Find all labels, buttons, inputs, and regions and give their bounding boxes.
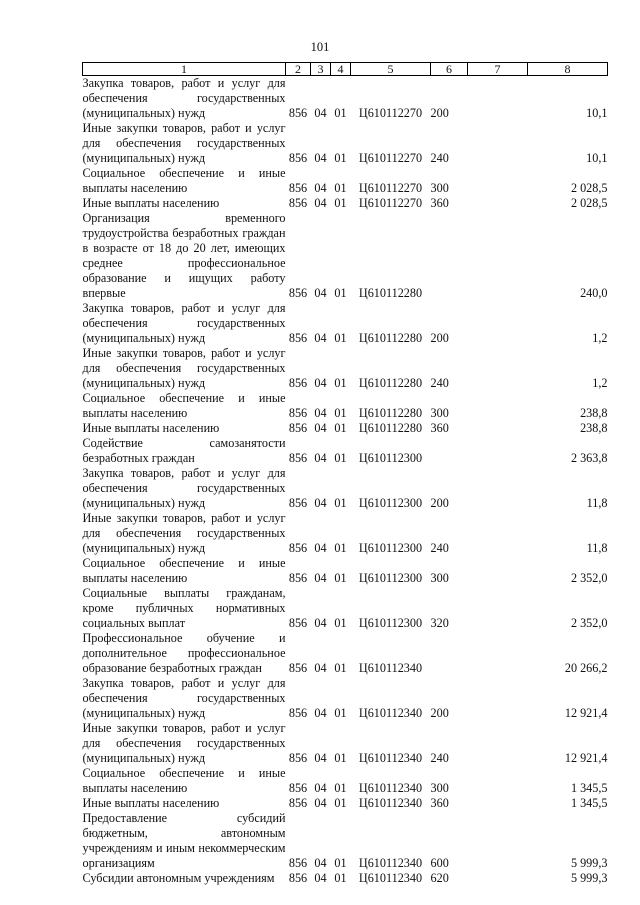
amount-cell: 12 921,4 bbox=[564, 751, 608, 765]
admin-code-cell: 856 bbox=[288, 451, 308, 465]
column-header-5: 5 bbox=[351, 63, 431, 76]
column-7-cell bbox=[468, 211, 528, 301]
expense-type-cell: 360 bbox=[430, 421, 449, 435]
column-header-7: 7 bbox=[468, 63, 528, 76]
admin-code-cell: 856 bbox=[288, 661, 308, 675]
column-7-cell bbox=[468, 511, 528, 556]
section-cell: 04 bbox=[314, 106, 327, 120]
subsection-cell: 01 bbox=[334, 751, 347, 765]
section-cell: 04 bbox=[314, 331, 327, 345]
amount-cell: 5 999,3 bbox=[570, 856, 608, 870]
table-row bbox=[83, 811, 608, 871]
column-7-cell bbox=[468, 196, 528, 211]
table-row bbox=[83, 76, 608, 122]
amount-cell: 238,8 bbox=[580, 421, 608, 435]
column-header-6: 6 bbox=[431, 63, 468, 76]
target-article-cell: Ц610112270 bbox=[358, 151, 423, 165]
target-article-cell: Ц610112300 bbox=[358, 616, 423, 630]
target-article-cell: Ц610112340 bbox=[358, 796, 423, 810]
row-name-cell: Иные выплаты населению bbox=[82, 796, 220, 810]
section-cell: 04 bbox=[314, 616, 327, 630]
amount-cell: 5 999,3 bbox=[570, 871, 608, 885]
table-row bbox=[83, 766, 608, 796]
subsection-cell: 01 bbox=[334, 376, 347, 390]
admin-code-cell: 856 bbox=[288, 871, 308, 885]
admin-code-cell: 856 bbox=[288, 571, 308, 585]
admin-code-cell: 856 bbox=[288, 286, 308, 300]
subsection-cell: 01 bbox=[334, 781, 347, 795]
target-article-cell: Ц610112340 bbox=[358, 751, 423, 765]
section-cell: 04 bbox=[314, 751, 327, 765]
column-7-cell bbox=[468, 676, 528, 721]
expense-type-cell: 320 bbox=[430, 616, 449, 630]
column-header-3: 3 bbox=[311, 63, 331, 76]
table-row bbox=[83, 346, 608, 391]
subsection-cell: 01 bbox=[334, 616, 347, 630]
row-name-cell: Иные выплаты населению bbox=[82, 421, 220, 435]
target-article-cell: Ц610112340 bbox=[358, 661, 423, 675]
target-article-cell: Ц610112300 bbox=[358, 451, 423, 465]
column-7-cell bbox=[468, 721, 528, 766]
amount-cell: 1 345,5 bbox=[570, 796, 608, 810]
subsection-cell: 01 bbox=[334, 151, 347, 165]
admin-code-cell: 856 bbox=[288, 151, 308, 165]
expense-type-cell: 240 bbox=[430, 151, 449, 165]
subsection-cell: 01 bbox=[334, 406, 347, 420]
amount-cell: 10,1 bbox=[586, 151, 608, 165]
section-cell: 04 bbox=[314, 451, 327, 465]
row-name-cell: Иные закупки товаров, работ и услуг для обеспечения государственных (муниципальных) нужд bbox=[82, 346, 286, 390]
target-article-cell: Ц610112300 bbox=[358, 496, 423, 510]
expense-type-cell: 620 bbox=[430, 871, 449, 885]
row-name-cell: Закупка товаров, работ и услуг для обеспечения государственных (муниципальных) нужд bbox=[82, 676, 286, 720]
expense-type-cell: 200 bbox=[430, 331, 449, 345]
subsection-cell: 01 bbox=[334, 856, 347, 870]
subsection-cell: 01 bbox=[334, 181, 347, 195]
expense-type-cell: 200 bbox=[430, 106, 449, 120]
table-row bbox=[83, 436, 608, 466]
expense-type-cell: 240 bbox=[430, 541, 449, 555]
column-7-cell bbox=[468, 586, 528, 631]
table-row bbox=[83, 121, 608, 166]
table-row bbox=[83, 721, 608, 766]
target-article-cell: Ц610112340 bbox=[358, 706, 423, 720]
column-7-cell bbox=[468, 871, 528, 886]
section-cell: 04 bbox=[314, 781, 327, 795]
target-article-cell: Ц610112280 bbox=[358, 331, 423, 345]
column-7-cell bbox=[468, 766, 528, 796]
expense-type-cell: 300 bbox=[430, 406, 449, 420]
section-cell: 04 bbox=[314, 541, 327, 555]
amount-cell: 1,2 bbox=[592, 331, 608, 345]
column-header-2: 2 bbox=[286, 63, 311, 76]
amount-cell: 2 352,0 bbox=[570, 571, 608, 585]
target-article-cell: Ц610112300 bbox=[358, 541, 423, 555]
column-7-cell bbox=[468, 631, 528, 676]
admin-code-cell: 856 bbox=[288, 331, 308, 345]
budget-table bbox=[82, 62, 608, 886]
admin-code-cell: 856 bbox=[288, 406, 308, 420]
amount-cell: 20 266,2 bbox=[564, 661, 608, 675]
subsection-cell: 01 bbox=[334, 451, 347, 465]
table-row bbox=[83, 421, 608, 436]
expense-type-cell: 240 bbox=[430, 376, 449, 390]
expense-type-cell bbox=[431, 631, 468, 676]
target-article-cell: Ц610112280 bbox=[358, 421, 423, 435]
table-row bbox=[83, 796, 608, 811]
subsection-cell: 01 bbox=[334, 541, 347, 555]
section-cell: 04 bbox=[314, 571, 327, 585]
row-name-cell: Социальное обеспечение и иные выплаты населению bbox=[82, 391, 286, 420]
admin-code-cell: 856 bbox=[288, 541, 308, 555]
subsection-cell: 01 bbox=[334, 871, 347, 885]
section-cell: 04 bbox=[314, 661, 327, 675]
column-7-cell bbox=[468, 811, 528, 871]
row-name-cell: Закупка товаров, работ и услуг для обеспечения государственных (муниципальных) нужд bbox=[82, 466, 286, 510]
table-row bbox=[83, 466, 608, 511]
table-row bbox=[83, 676, 608, 721]
expense-type-cell: 300 bbox=[430, 781, 449, 795]
admin-code-cell: 856 bbox=[288, 706, 308, 720]
subsection-cell: 01 bbox=[334, 706, 347, 720]
column-7-cell bbox=[468, 166, 528, 196]
expense-type-cell: 600 bbox=[430, 856, 449, 870]
target-article-cell: Ц610112270 bbox=[358, 181, 423, 195]
admin-code-cell: 856 bbox=[288, 196, 308, 210]
amount-cell: 2 028,5 bbox=[570, 181, 608, 195]
column-7-cell bbox=[468, 466, 528, 511]
amount-cell: 10,1 bbox=[586, 106, 608, 120]
target-article-cell: Ц610112280 bbox=[358, 406, 423, 420]
row-name-cell: Иные закупки товаров, работ и услуг для обеспечения государственных (муниципальных) нужд bbox=[82, 511, 286, 555]
amount-cell: 2 352,0 bbox=[570, 616, 608, 630]
row-name-cell: Иные выплаты населению bbox=[82, 196, 220, 210]
amount-cell: 11,8 bbox=[586, 496, 608, 510]
page-number: 101 bbox=[310, 40, 330, 54]
table-row bbox=[83, 211, 608, 301]
amount-cell: 12 921,4 bbox=[564, 706, 608, 720]
column-header-8: 8 bbox=[528, 63, 608, 76]
admin-code-cell: 856 bbox=[288, 616, 308, 630]
row-name-cell: Социальное обеспечение и иные выплаты населению bbox=[82, 556, 286, 585]
column-7-cell bbox=[468, 121, 528, 166]
column-7-cell bbox=[468, 556, 528, 586]
subsection-cell: 01 bbox=[334, 421, 347, 435]
section-cell: 04 bbox=[314, 286, 327, 300]
amount-cell: 2 028,5 bbox=[570, 196, 608, 210]
subsection-cell: 01 bbox=[334, 661, 347, 675]
subsection-cell: 01 bbox=[334, 331, 347, 345]
row-name-cell: Закупка товаров, работ и услуг для обеспечения государственных (муниципальных) нужд bbox=[82, 76, 286, 120]
target-article-cell: Ц610112280 bbox=[358, 376, 423, 390]
table-row bbox=[83, 196, 608, 211]
admin-code-cell: 856 bbox=[288, 496, 308, 510]
row-name-cell: Иные закупки товаров, работ и услуг для обеспечения государственных (муниципальных) нужд bbox=[82, 721, 286, 765]
target-article-cell: Ц610112280 bbox=[358, 286, 423, 300]
amount-cell: 1,2 bbox=[592, 376, 608, 390]
table-header-row bbox=[83, 63, 608, 76]
target-article-cell: Ц610112300 bbox=[358, 571, 423, 585]
column-header-4: 4 bbox=[331, 63, 351, 76]
expense-type-cell: 240 bbox=[430, 751, 449, 765]
subsection-cell: 01 bbox=[334, 196, 347, 210]
table-row bbox=[83, 631, 608, 676]
table-row bbox=[83, 871, 608, 886]
table-row bbox=[83, 391, 608, 421]
admin-code-cell: 856 bbox=[288, 751, 308, 765]
row-name-cell: Субсидии автономным учреждениям bbox=[82, 871, 275, 885]
row-name-cell: Социальное обеспечение и иные выплаты населению bbox=[82, 766, 286, 795]
table-body bbox=[83, 76, 608, 887]
subsection-cell: 01 bbox=[334, 571, 347, 585]
row-name-cell: Организация временного трудоустройства безработных граждан в возрасте от 18 до 20 лет, имеющих среднее профессиональное образование и ищущих работу впервые bbox=[82, 211, 286, 300]
row-name-cell: Профессиональное обучение и дополнительное профессиональное образование безработных граждан bbox=[82, 631, 286, 675]
expense-type-cell: 200 bbox=[430, 706, 449, 720]
section-cell: 04 bbox=[314, 871, 327, 885]
target-article-cell: Ц610112340 bbox=[358, 871, 423, 885]
table-row bbox=[83, 556, 608, 586]
subsection-cell: 01 bbox=[334, 286, 347, 300]
row-name-cell: Закупка товаров, работ и услуг для обеспечения государственных (муниципальных) нужд bbox=[82, 301, 286, 345]
row-name-cell: Предоставление субсидий бюджетным, автономным учреждениям и иным некоммерческим организациям bbox=[82, 811, 286, 870]
row-name-cell: Иные закупки товаров, работ и услуг для обеспечения государственных (муниципальных) нужд bbox=[82, 121, 286, 165]
expense-type-cell: 200 bbox=[430, 496, 449, 510]
row-name-cell: Социальное обеспечение и иные выплаты населению bbox=[82, 166, 286, 195]
expense-type-cell bbox=[431, 436, 468, 466]
column-7-cell bbox=[468, 301, 528, 346]
table-row bbox=[83, 301, 608, 346]
column-7-cell bbox=[468, 436, 528, 466]
section-cell: 04 bbox=[314, 796, 327, 810]
admin-code-cell: 856 bbox=[288, 181, 308, 195]
table-row bbox=[83, 166, 608, 196]
admin-code-cell: 856 bbox=[288, 106, 308, 120]
column-7-cell bbox=[468, 76, 528, 122]
subsection-cell: 01 bbox=[334, 106, 347, 120]
section-cell: 04 bbox=[314, 421, 327, 435]
admin-code-cell: 856 bbox=[288, 796, 308, 810]
admin-code-cell: 856 bbox=[288, 376, 308, 390]
section-cell: 04 bbox=[314, 856, 327, 870]
admin-code-cell: 856 bbox=[288, 856, 308, 870]
target-article-cell: Ц610112270 bbox=[358, 196, 423, 210]
amount-cell: 240,0 bbox=[580, 286, 608, 300]
section-cell: 04 bbox=[314, 406, 327, 420]
column-7-cell bbox=[468, 391, 528, 421]
expense-type-cell: 360 bbox=[430, 196, 449, 210]
admin-code-cell: 856 bbox=[288, 421, 308, 435]
expense-type-cell bbox=[431, 211, 468, 301]
table-row bbox=[83, 511, 608, 556]
expense-type-cell: 300 bbox=[430, 181, 449, 195]
target-article-cell: Ц610112340 bbox=[358, 856, 423, 870]
row-name-cell: Социальные выплаты гражданам, кроме публичных нормативных социальных выплат bbox=[82, 586, 286, 630]
section-cell: 04 bbox=[314, 376, 327, 390]
expense-type-cell: 300 bbox=[430, 571, 449, 585]
expense-type-cell: 360 bbox=[430, 796, 449, 810]
section-cell: 04 bbox=[314, 706, 327, 720]
table-row bbox=[83, 586, 608, 631]
column-7-cell bbox=[468, 346, 528, 391]
column-7-cell bbox=[468, 421, 528, 436]
target-article-cell: Ц610112270 bbox=[358, 106, 423, 120]
subsection-cell: 01 bbox=[334, 796, 347, 810]
section-cell: 04 bbox=[314, 151, 327, 165]
row-name-cell: Содействие самозанятости безработных граждан bbox=[82, 436, 286, 465]
section-cell: 04 bbox=[314, 496, 327, 510]
amount-cell: 1 345,5 bbox=[570, 781, 608, 795]
column-7-cell bbox=[468, 796, 528, 811]
subsection-cell: 01 bbox=[334, 496, 347, 510]
admin-code-cell: 856 bbox=[288, 781, 308, 795]
target-article-cell: Ц610112340 bbox=[358, 781, 423, 795]
amount-cell: 2 363,8 bbox=[570, 451, 608, 465]
amount-cell: 238,8 bbox=[580, 406, 608, 420]
section-cell: 04 bbox=[314, 196, 327, 210]
section-cell: 04 bbox=[314, 181, 327, 195]
amount-cell: 11,8 bbox=[586, 541, 608, 555]
column-header-1: 1 bbox=[83, 63, 286, 76]
